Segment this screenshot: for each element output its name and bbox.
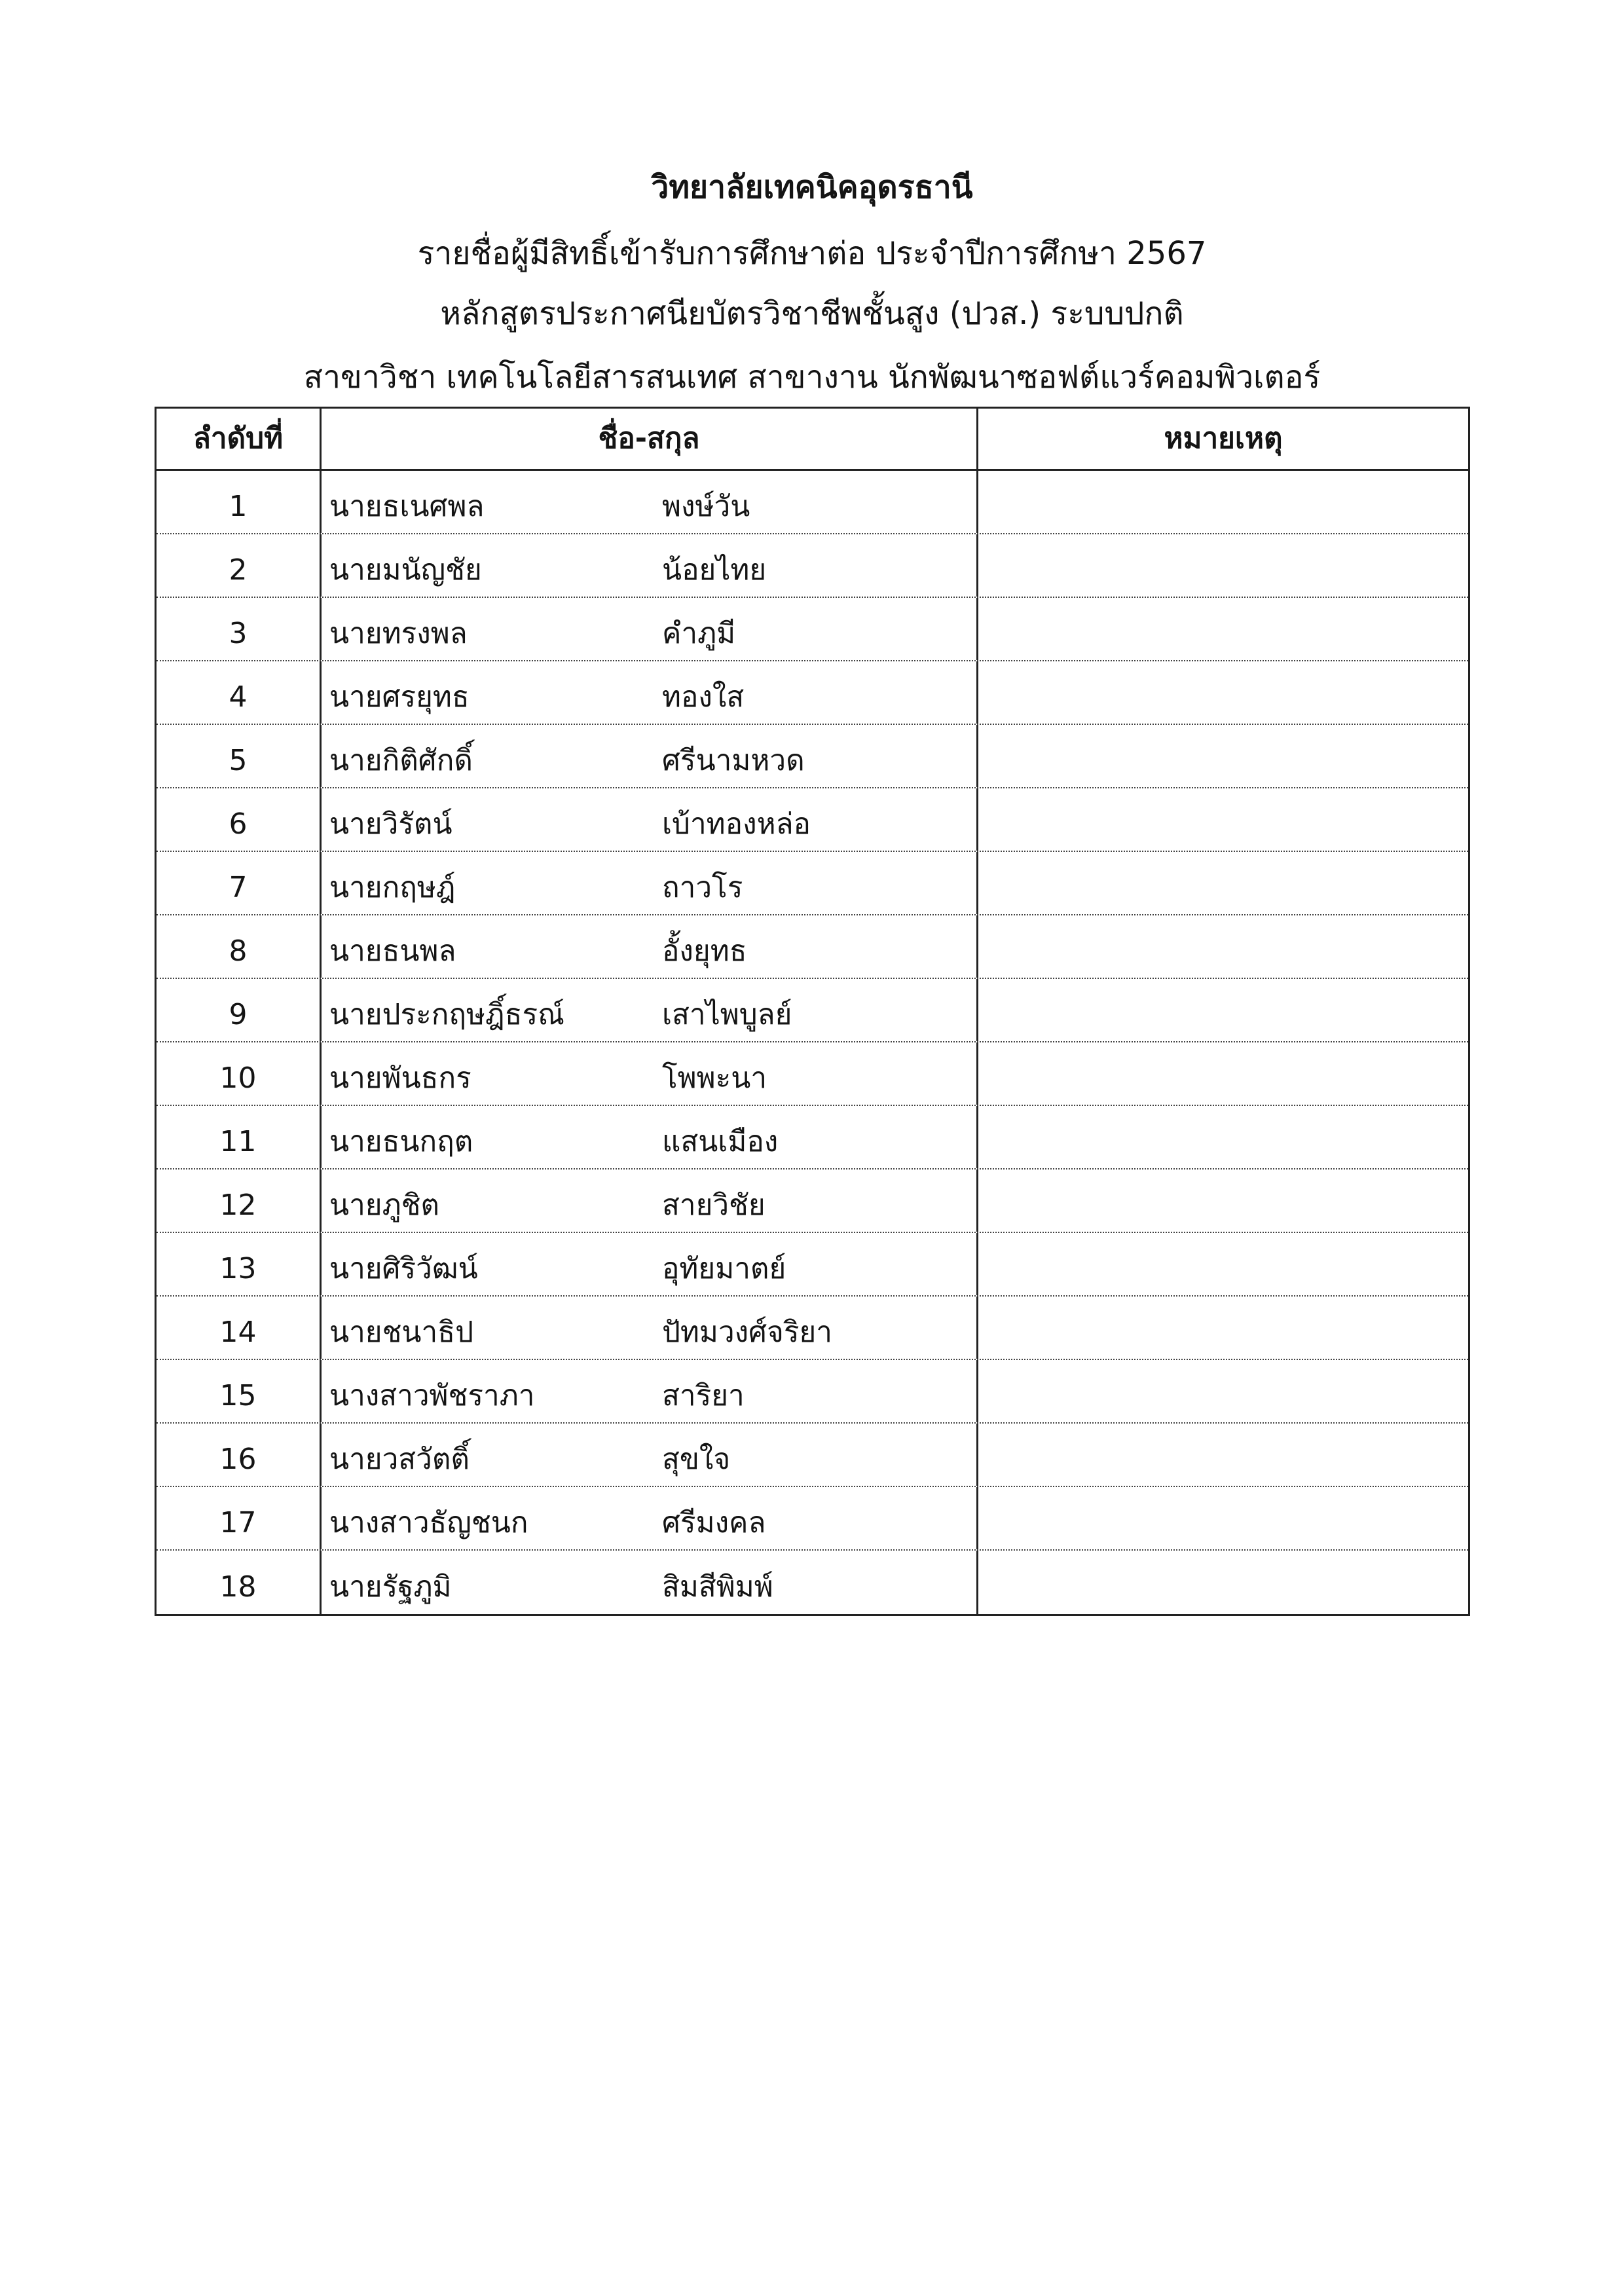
row-remark	[978, 661, 1468, 724]
admission-table	[155, 407, 1470, 1616]
row-number: 4	[157, 661, 322, 724]
table-row	[157, 661, 1468, 725]
table-body	[157, 471, 1468, 1614]
first-name: นายวสวัตติ์	[329, 1442, 470, 1476]
row-number: 18	[157, 1551, 322, 1614]
table-row	[157, 725, 1468, 788]
last-name: สิมสีพิมพ์	[662, 1570, 773, 1604]
first-name: นายวิรัตน์	[329, 807, 452, 841]
row-number: 10	[157, 1042, 322, 1105]
table-row	[157, 852, 1468, 915]
row-remark	[978, 1424, 1468, 1486]
row-number: 9	[157, 979, 322, 1041]
table-row	[157, 1360, 1468, 1424]
last-name: สาริยา	[662, 1378, 745, 1412]
last-name: ปัทมวงศ์จริยา	[662, 1315, 832, 1349]
row-remark	[978, 1551, 1468, 1614]
row-remark	[978, 598, 1468, 660]
table-row	[157, 1170, 1468, 1233]
row-number: 8	[157, 915, 322, 978]
row-remark	[978, 1360, 1468, 1422]
last-name: พงษ์วัน	[662, 489, 750, 523]
table-row	[157, 979, 1468, 1042]
row-number: 3	[157, 598, 322, 660]
row-remark	[978, 979, 1468, 1041]
row-full-name	[322, 1297, 978, 1359]
row-number: 13	[157, 1233, 322, 1295]
last-name: อั้งยุทธ	[662, 934, 747, 968]
first-name: นายมนัญชัย	[329, 553, 482, 587]
first-name: นายกิติศักดิ์	[329, 743, 473, 777]
table-row	[157, 1297, 1468, 1360]
row-remark	[978, 1170, 1468, 1232]
row-number: 17	[157, 1487, 322, 1549]
row-remark	[978, 534, 1468, 597]
row-full-name	[322, 725, 978, 787]
row-remark	[978, 1233, 1468, 1295]
table-row	[157, 788, 1468, 852]
table-row	[157, 1424, 1468, 1487]
row-remark	[978, 852, 1468, 914]
header-remark: หมายเหตุ	[1164, 422, 1283, 455]
row-full-name	[322, 471, 978, 533]
row-full-name	[322, 1487, 978, 1549]
table-row	[157, 534, 1468, 598]
last-name: เบ้าทองหล่อ	[662, 807, 811, 841]
row-full-name	[322, 534, 978, 597]
first-name: นายธนกฤต	[329, 1124, 473, 1158]
row-number: 2	[157, 534, 322, 597]
program-title: หลักสูตรประกาศนียบัตรวิชาชีพชั้นสูง (ปวส.) ระบบปกติ	[440, 295, 1184, 332]
row-remark	[978, 1297, 1468, 1359]
first-name: นายพันธกร	[329, 1061, 471, 1095]
row-number: 11	[157, 1106, 322, 1168]
first-name: นางสาวธัญชนก	[329, 1505, 528, 1539]
row-full-name	[322, 915, 978, 978]
last-name: สุขใจ	[662, 1442, 731, 1476]
first-name: นายชนาธิป	[329, 1315, 473, 1349]
last-name: อุทัยมาตย์	[662, 1251, 786, 1285]
last-name: ศรีมงคล	[662, 1505, 766, 1539]
row-remark	[978, 788, 1468, 851]
last-name: โพพะนา	[662, 1061, 767, 1095]
first-name: นายธเนศพล	[329, 489, 485, 523]
row-full-name	[322, 1360, 978, 1422]
row-remark	[978, 1106, 1468, 1168]
header-full-name: ชื่อ-สกุล	[322, 409, 978, 469]
row-remark	[978, 915, 1468, 978]
row-number: 14	[157, 1297, 322, 1359]
last-name: คำภูมี	[662, 616, 736, 650]
first-name: นายศรยุทธ	[329, 680, 470, 714]
row-full-name	[322, 852, 978, 914]
row-number: 12	[157, 1170, 322, 1232]
row-full-name	[322, 979, 978, 1041]
last-name: เสาไพบูลย์	[662, 997, 792, 1031]
row-remark	[978, 471, 1468, 533]
last-name: ทองใส	[662, 680, 745, 714]
row-full-name	[322, 788, 978, 851]
first-name: นางสาวพัชราภา	[329, 1378, 535, 1412]
table-row	[157, 598, 1468, 661]
list-title: รายชื่อผู้มีสิทธิ์เข้ารับการศึกษาต่อ ประจำปีการศึกษา 2567	[417, 235, 1207, 272]
first-name: นายกฤษฎ์	[329, 870, 456, 904]
last-name: ศรีนามหวด	[662, 743, 805, 777]
header-order-number: ลำดับที่	[157, 409, 322, 469]
first-name: นายรัฐภูมิ	[329, 1570, 452, 1604]
table-row	[157, 1106, 1468, 1170]
table-row	[157, 1233, 1468, 1297]
first-name: นายทรงพล	[329, 616, 468, 650]
department-title: สาขาวิชา เทคโนโลยีสารสนเทศ สาขางาน นักพัฒนาซอฟต์แวร์คอมพิวเตอร์	[303, 359, 1321, 396]
row-full-name	[322, 1233, 978, 1295]
row-full-name	[322, 1106, 978, 1168]
table-header-row	[157, 409, 1468, 471]
table-row	[157, 471, 1468, 534]
row-full-name	[322, 661, 978, 724]
first-name: นายศิริวัฒน์	[329, 1251, 478, 1285]
first-name: นายประกฤษฎิ์ธรณ์	[329, 997, 564, 1031]
last-name: สายวิชัย	[662, 1188, 766, 1222]
row-full-name	[322, 1551, 978, 1614]
row-full-name	[322, 1424, 978, 1486]
row-full-name	[322, 598, 978, 660]
row-number: 6	[157, 788, 322, 851]
row-number: 15	[157, 1360, 322, 1422]
row-full-name	[322, 1042, 978, 1105]
first-name: นายภูชิต	[329, 1188, 440, 1222]
row-remark	[978, 1042, 1468, 1105]
first-name: นายธนพล	[329, 934, 456, 968]
last-name: ถาวโร	[662, 870, 743, 904]
row-number: 1	[157, 471, 322, 533]
table-row	[157, 915, 1468, 979]
row-remark	[978, 725, 1468, 787]
row-number: 5	[157, 725, 322, 787]
table-row	[157, 1551, 1468, 1614]
row-number: 7	[157, 852, 322, 914]
row-remark	[978, 1487, 1468, 1549]
institution-title: วิทยาลัยเทคนิคอุดรธานี	[651, 169, 973, 206]
last-name: น้อยไทย	[662, 553, 767, 587]
row-full-name	[322, 1170, 978, 1232]
table-row	[157, 1042, 1468, 1106]
table-row	[157, 1487, 1468, 1551]
row-number: 16	[157, 1424, 322, 1486]
last-name: แสนเมือง	[662, 1124, 779, 1158]
